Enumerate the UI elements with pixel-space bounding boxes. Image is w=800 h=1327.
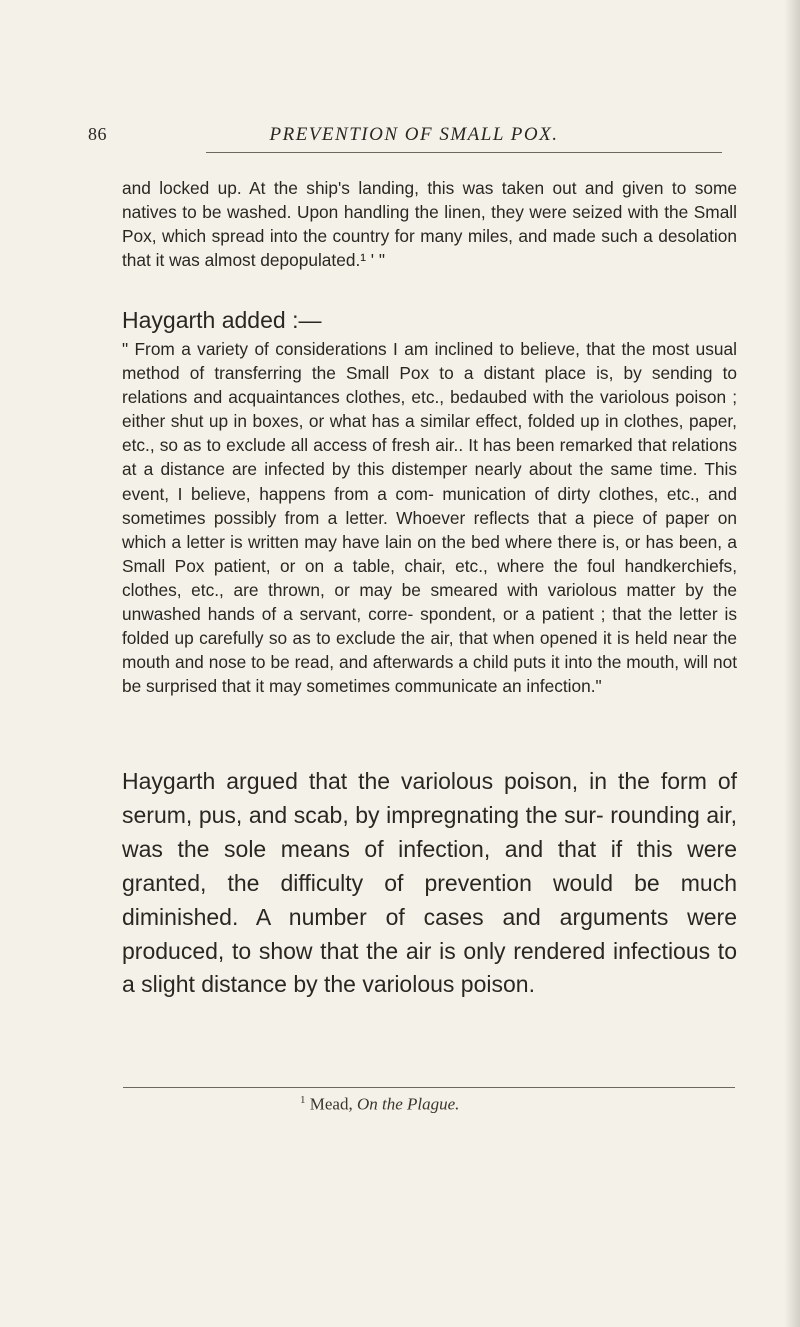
footnote-author: Mead,	[309, 1094, 353, 1114]
main-paragraph: Haygarth argued that the variolous poison, in the form of serum, pus, and scab, by impregnating the sur- rounding air, was the sole means of infection, and that if this were granted, the difficulty of prevention would be much diminished. A number of cases and arguments were produced, to show that the air is only rendered infectious to a slight distance by the variolous poison.	[122, 768, 737, 998]
page-header	[88, 124, 740, 156]
opening-paragraph: and locked up. At the ship's landing, this was taken out and given to some natives to be washed. Upon handling the linen, they were seized with the Small Pox, which spread into the country for many miles, and made such a desolation that it was almost depopulated.¹ ' "	[122, 178, 737, 271]
footnote	[300, 1094, 459, 1115]
page-edge-shadow	[784, 0, 800, 1327]
page-content	[122, 176, 737, 1002]
header-rule	[206, 152, 722, 153]
footnote-title: On the Plague.	[356, 1094, 460, 1114]
running-head: PREVENTION OF SMALL POX.	[269, 124, 559, 145]
page-number: 86	[88, 124, 107, 144]
haygarth-added-heading: Haygarth added :—	[122, 307, 322, 333]
haygarth-quote: " From a variety of considerations I am inclined to believe, that the most usual method of transferring the Small Pox to a distant place is, by sending to relations and acquaintances clothes, etc., bedaubed with the variolous poison ; either shut up in boxes, or what has a similar effect, folded up in clothes, paper, etc., so as to exclude all access of fresh air.. It has been remarked that relations at a distance are infected by this distemper nearly about the same time. This event, I believe, happens from a com- munication of dirty clothes, etc., and sometimes possibly from a letter. Whoever reflects that a piece of paper on which a letter is written may have lain on the bed where there is, or has been, a Small Pox patient, or on a table, chair, etc., where the foul handkerchiefs, clothes, etc., are thrown, or may be smeared with variolous matter by the unwashed hands of a servant, corre- spondent, or a patient ; that the letter is folded up carefully so as to exclude the air, that when opened it is held near the mouth and nose to be read, and afterwards a child puts it into the mouth, will not be surprised that it may sometimes communicate an infection."	[122, 339, 737, 697]
footnote-rule	[123, 1087, 735, 1088]
footnote-marker: 1	[300, 1094, 306, 1106]
